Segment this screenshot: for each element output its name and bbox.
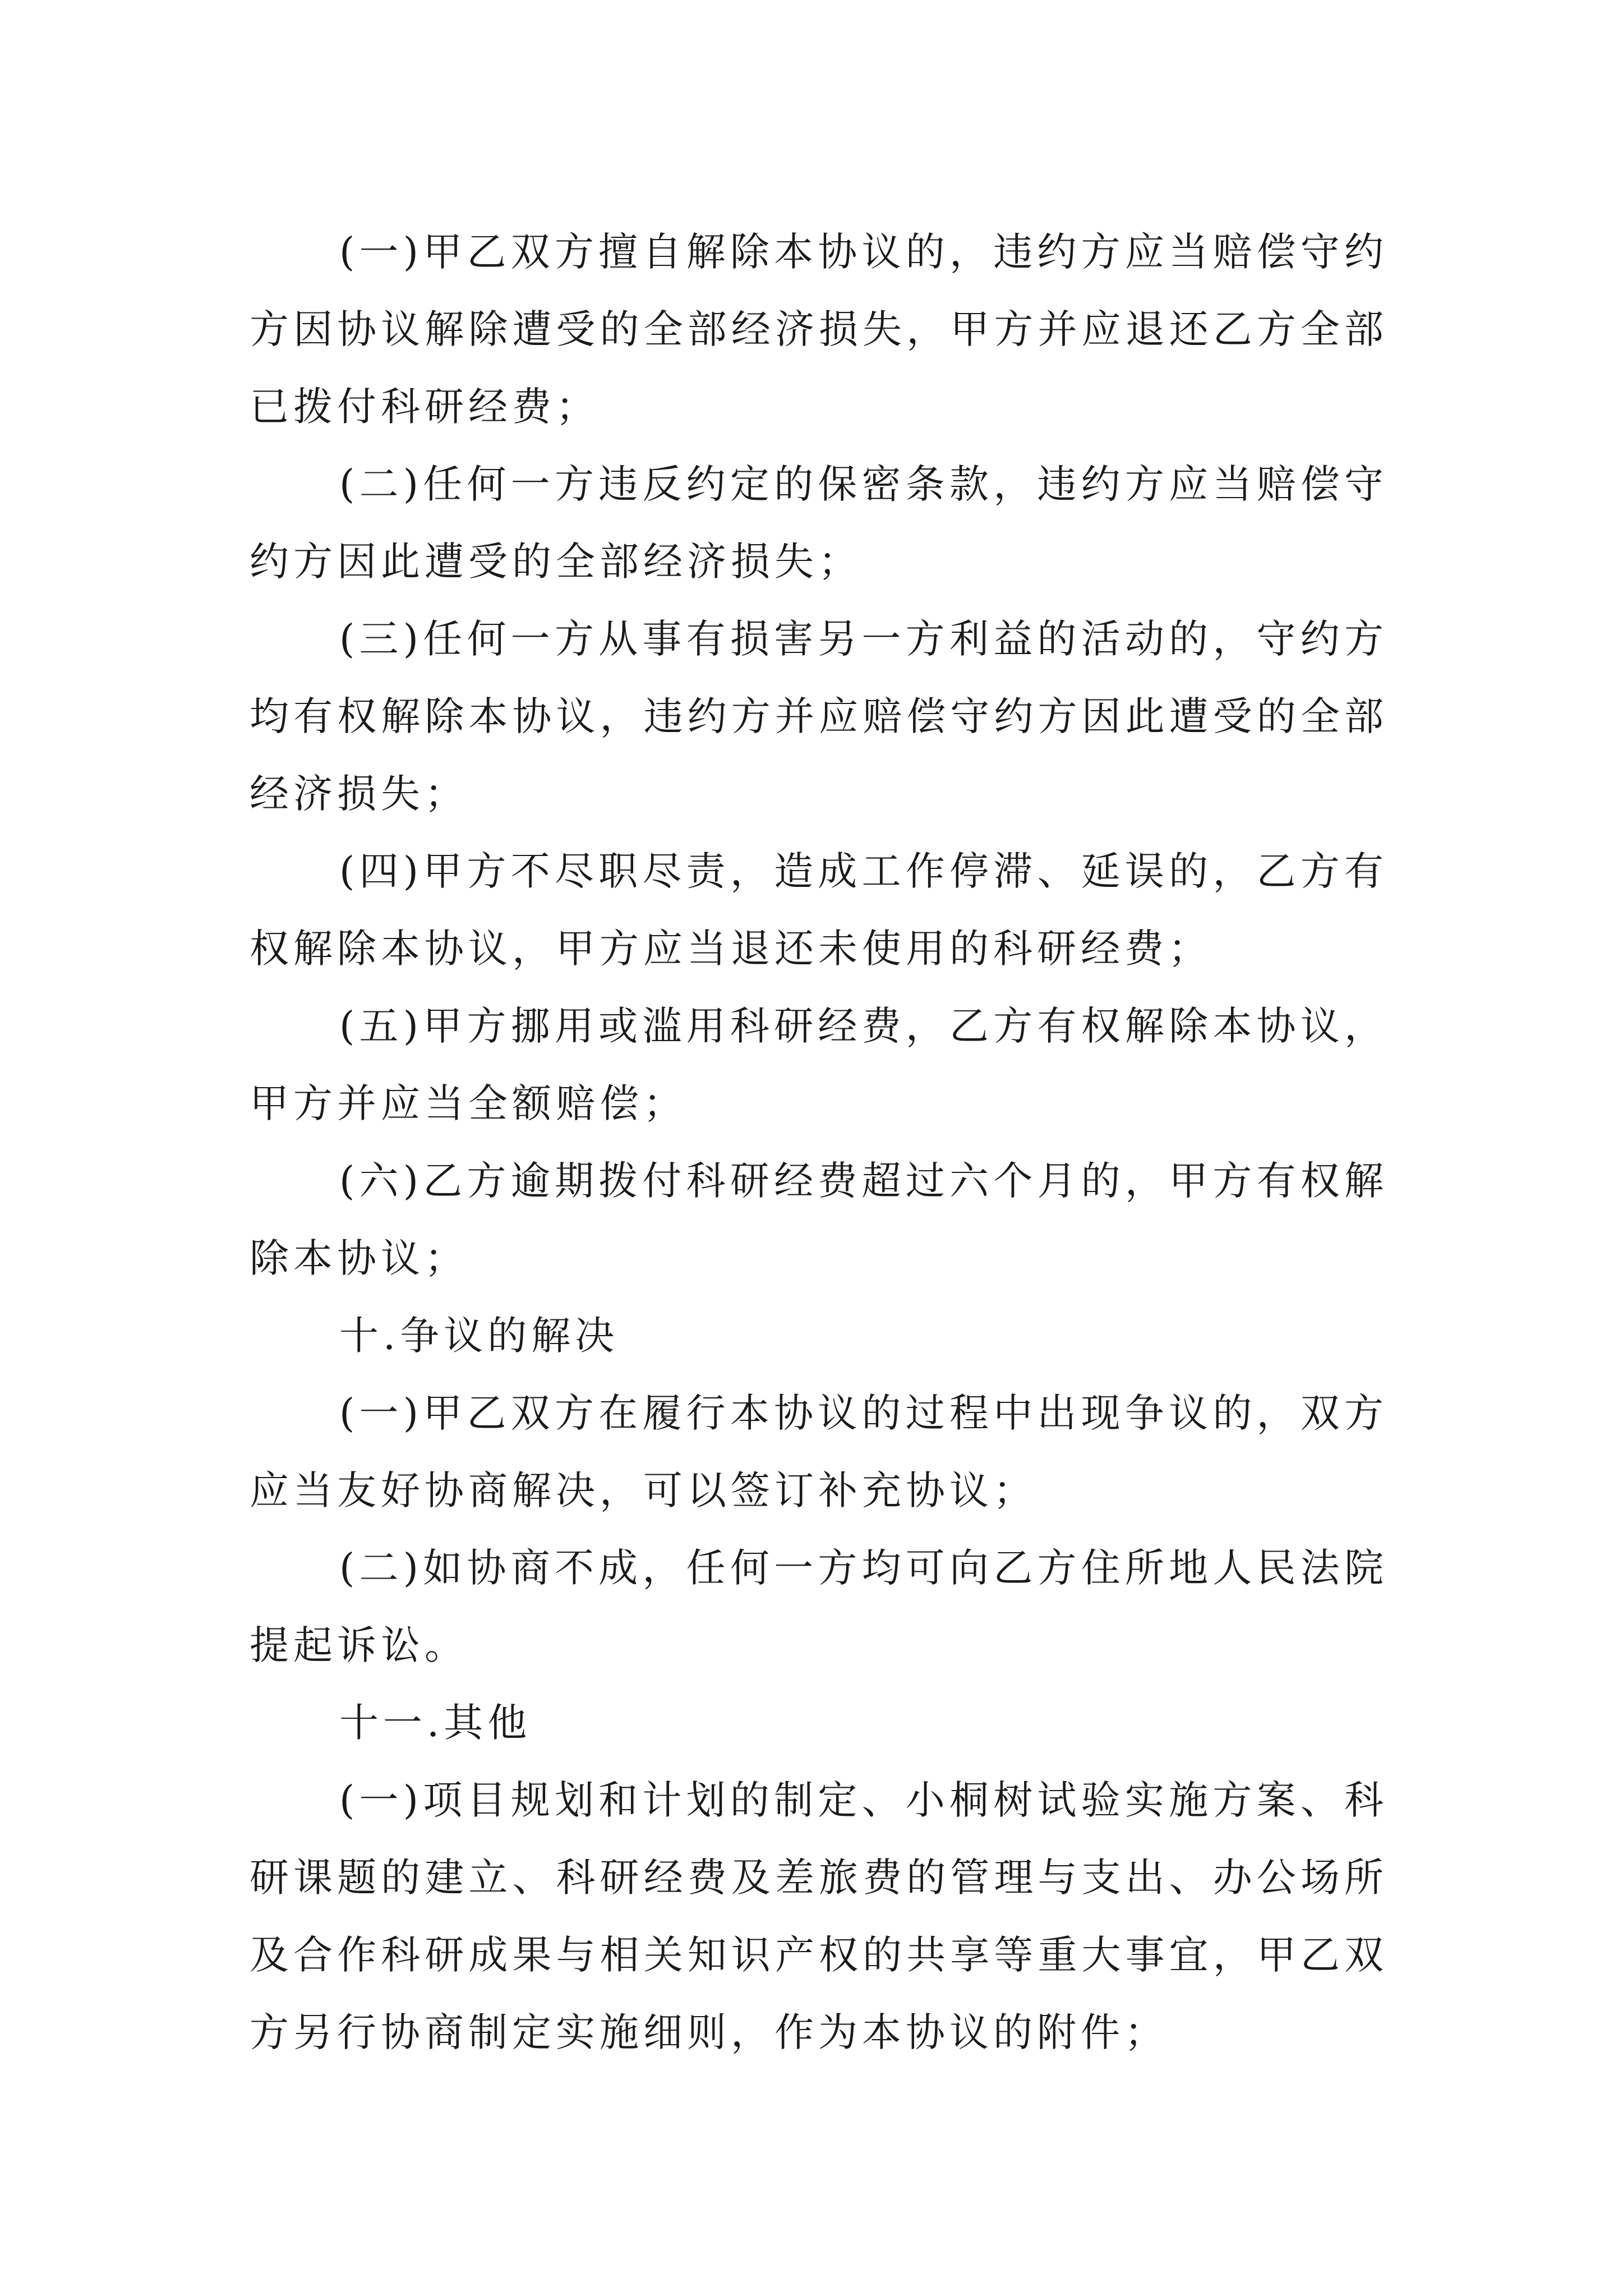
paragraph-party-a-negligence: (四)甲方不尽职尽责，造成工作停滞、延误的，乙方有权解除本协议，甲方应当退还未使用的科研经费；: [250, 848, 1388, 972]
section-heading-dispute-resolution: 十.争议的解决: [339, 1313, 619, 1359]
paragraph-late-funding: (六)乙方逾期拨付科研经费超过六个月的，甲方有权解除本协议；: [250, 1158, 1388, 1281]
section-heading-other: 十一.其他: [339, 1700, 532, 1746]
paragraph-fund-misuse: (五)甲方挪用或滥用科研经费，乙方有权解除本协议，甲方并应当全额赔偿；: [250, 1003, 1388, 1126]
paragraph-breach-termination: (一)甲乙双方擅自解除本协议的，违约方应当赔偿守约方因协议解除遭受的全部经济损失，甲方并应退还乙方全部已拨付科研经费；: [250, 229, 1388, 430]
document-body: [250, 213, 1388, 2071]
paragraph-confidentiality-breach: (二)任何一方违反约定的保密条款，违约方应当赔偿守约方因此遭受的全部经济损失；: [250, 461, 1388, 585]
paragraph-harmful-activity: (三)任何一方从事有损害另一方利益的活动的，守约方均有权解除本协议，违约方并应赔偿守约方因此遭受的全部经济损失；: [250, 616, 1388, 817]
paragraph-dispute-negotiation: (一)甲乙双方在履行本协议的过程中出现争议的，双方应当友好协商解决，可以签订补充协议；: [250, 1390, 1388, 1513]
paragraph-implementation-details: (一)项目规划和计划的制定、小桐树试验实施方案、科研课题的建立、科研经费及差旅费的管理与支出、办公场所及合作科研成果与相关知识产权的共享等重大事宜，甲乙双方另行协商制定实施细则，作为本协议的附件；: [250, 1777, 1388, 2055]
paragraph-dispute-litigation: (二)如协商不成，任何一方均可向乙方住所地人民法院提起诉讼。: [250, 1545, 1388, 1668]
